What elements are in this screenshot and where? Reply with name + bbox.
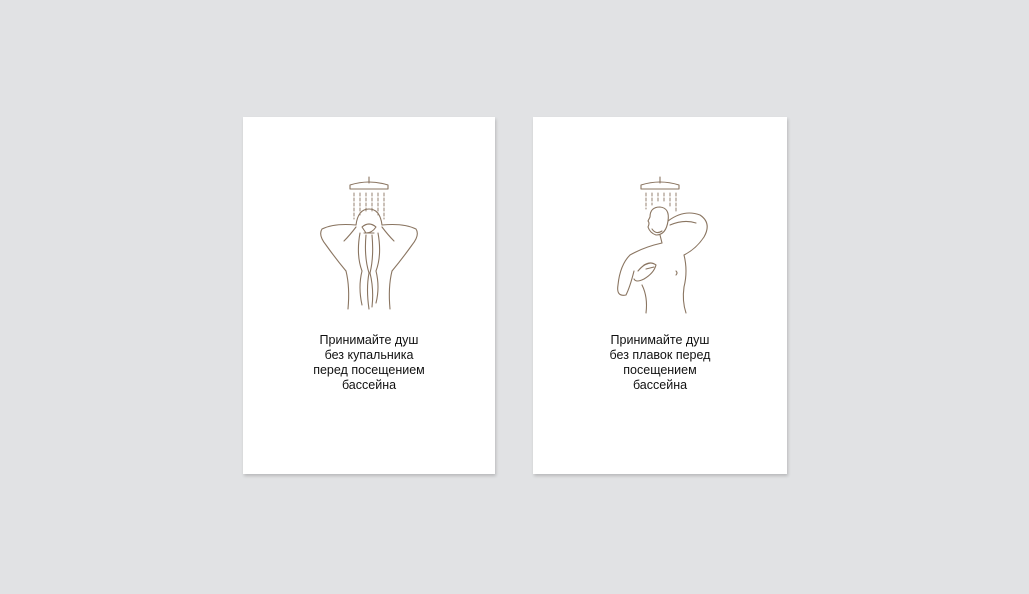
poster-caption-woman <box>243 333 495 393</box>
poster-caption-man <box>533 333 787 393</box>
woman-shower-icon <box>314 175 424 315</box>
caption-line: перед посещением <box>313 363 425 377</box>
poster-card-woman <box>243 117 495 474</box>
caption-line: без плавок перед <box>609 348 711 362</box>
caption-line: Принимайте душ <box>319 333 419 347</box>
caption-line: бассейна <box>341 378 397 392</box>
caption-line: посещением <box>623 363 697 377</box>
poster-card-man <box>533 117 787 474</box>
caption-line: без купальника <box>324 348 414 362</box>
caption-line: бассейна <box>632 378 688 392</box>
man-shower-icon <box>604 175 716 315</box>
caption-line: Принимайте душ <box>610 333 710 347</box>
